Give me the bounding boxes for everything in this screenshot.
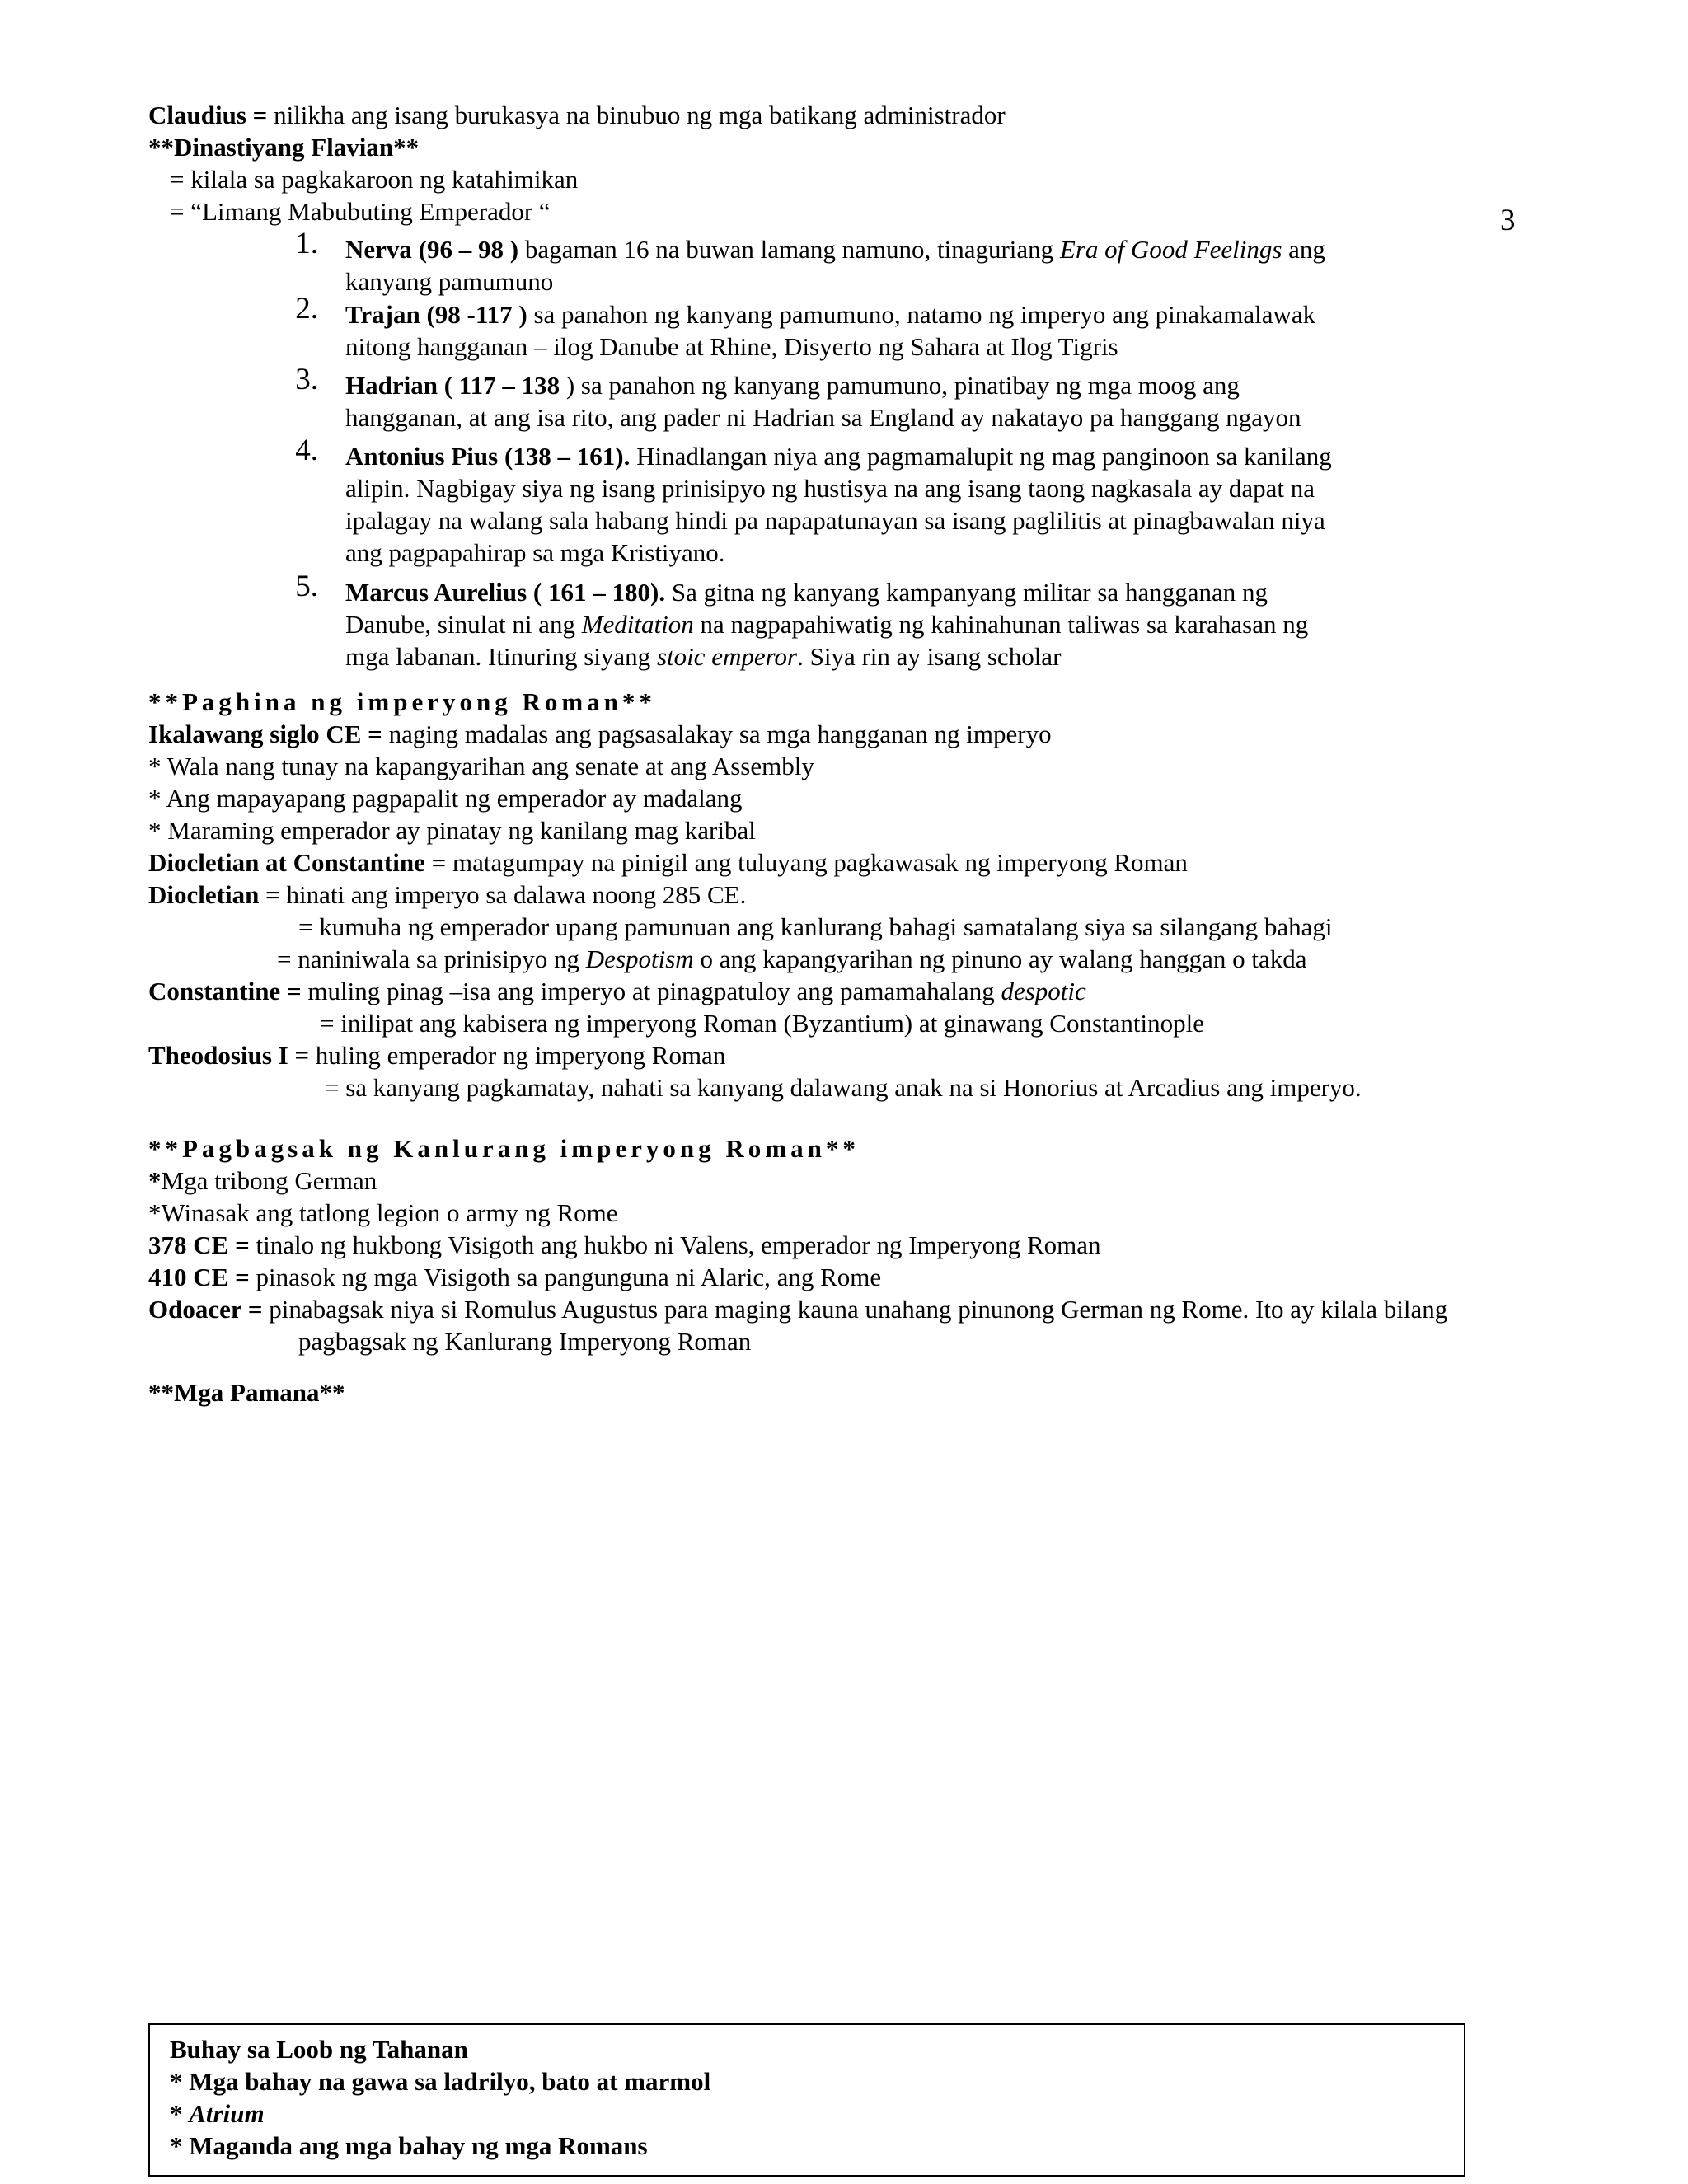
section-heading-paghina: **Paghina ng imperyong Roman** xyxy=(148,687,656,716)
list-item-antonius-cont: ang pagpapahirap sa mga Kristiyano. xyxy=(345,538,725,567)
bullet-item: * Maraming emperador ay pinatay ng kanilang mag karibal xyxy=(148,816,756,845)
list-number: 4. xyxy=(295,434,318,467)
constantine-line-2: = inilipat ang kabisera ng imperyong Roman (Byzantium) at ginawang Constantinople xyxy=(320,1009,1204,1038)
flavian-heading: **Dinastiyang Flavian** xyxy=(148,133,420,162)
list-item-nerva: Nerva (96 – 98 ) bagaman 16 na buwan lamang namuno, tinaguriang Era of Good Feelings ang xyxy=(345,235,1325,264)
section-heading-pagbagsak: **Pagbagsak ng Kanlurang imperyong Roman** xyxy=(148,1134,860,1163)
ikalawang-line: Ikalawang siglo CE = naging madalas ang pagsasalakay sa mga hangganan ng imperyo xyxy=(148,719,1052,748)
list-item-antonius: Antonius Pius (138 – 161). Hinadlangan niya ang pagmamalupit ng mag panginoon sa kanilang xyxy=(345,442,1332,471)
box-item: * Maganda ang mga bahay ng mga Romans xyxy=(170,2131,648,2160)
bullet-item: * Wala nang tunay na kapangyarihan ang senate at ang Assembly xyxy=(148,752,814,780)
list-number: 3. xyxy=(295,363,318,396)
flavian-line-2: = “Limang Mabubuting Emperador “ xyxy=(170,197,551,226)
constantine-line: Constantine = muling pinag –isa ang imperyo at pinagpatuloy ang pamamahalang despotic xyxy=(148,977,1086,1005)
diocletian-line-3: = naniniwala sa prinisipyo ng Despotism o ang kapangyarihan ng pinuno ay walang hanggan o takda xyxy=(277,944,1307,973)
list-item-marcus-cont: mga labanan. Itinuring siyang stoic emperor. Siya rin ay isang scholar xyxy=(345,642,1062,671)
ce378-line: 378 CE = tinalo ng hukbong Visigoth ang hukbo ni Valens, emperador ng Imperyong Roman xyxy=(148,1230,1101,1259)
bullet-item: * Ang mapayapang pagpapalit ng emperador ay madalang xyxy=(148,784,743,813)
odoacer-line-2: pagbagsak ng Kanlurang Imperyong Roman xyxy=(298,1327,752,1356)
list-item-marcus: Marcus Aurelius ( 161 – 180). Sa gitna ng kanyang kampanyang militar sa hangganan ng xyxy=(345,578,1268,607)
theodosius-line-2: = sa kanyang pagkamatay, nahati sa kanyang dalawang anak na si Honorius at Arcadius ang imperyo. xyxy=(325,1073,1362,1102)
list-item-marcus-cont: Danube, sinulat ni ang Meditation na nagpapahiwatig ng kahinahunan taliwas sa karahasan ng xyxy=(345,610,1309,639)
list-number: 5. xyxy=(295,569,318,603)
list-item-trajan-cont: nitong hangganan – ilog Danube at Rhine, Disyerto ng Sahara at Ilog Tigris xyxy=(345,332,1118,361)
list-number: 1. xyxy=(295,227,318,260)
box-item: * Atrium xyxy=(170,2099,265,2128)
info-box xyxy=(148,2023,1465,2177)
box-title: Buhay sa Loob ng Tahanan xyxy=(170,2035,468,2064)
list-item-antonius-cont: alipin. Nagbigay siya ng isang prinisipyo ng hustisya na ang isang taong nagkasala ay dapat na xyxy=(345,474,1315,503)
bullet-item: *Winasak ang tatlong legion o army ng Rome xyxy=(148,1198,618,1227)
claudius-line xyxy=(148,99,1006,131)
diocletian-line: Diocletian = hinati ang imperyo sa dalawa noong 285 CE. xyxy=(148,880,747,909)
odoacer-line: Odoacer = pinabagsak niya si Romulus Augustus para maging kauna unahang pinunong German ng Rome. Ito ay kilala bilang xyxy=(148,1295,1448,1324)
list-item-antonius-cont: ipalagay na walang sala habang hindi pa napapatunayan sa isang paglilitis at pinagbawalan niya xyxy=(345,506,1325,535)
list-item-trajan: Trajan (98 -117 ) sa panahon ng kanyang pamumuno, natamo ng imperyo ang pinakamalawak xyxy=(345,300,1316,329)
flavian-line-1: = kilala sa pagkakaroon ng katahimikan xyxy=(170,165,579,194)
ce410-line: 410 CE = pinasok ng mga Visigoth sa pangunguna ni Alaric, ang Rome xyxy=(148,1263,882,1291)
list-item-hadrian: Hadrian ( 117 – 138 ) sa panahon ng kanyang pamumuno, pinatibay ng mga moog ang xyxy=(345,371,1240,400)
box-item: * Mga bahay na gawa sa ladrilyo, bato at marmol xyxy=(170,2067,711,2096)
claudius-label: Claudius = xyxy=(148,101,268,129)
theodosius-line: Theodosius I = huling emperador ng imperyong Roman xyxy=(148,1041,726,1070)
section-heading-pamana: **Mga Pamana** xyxy=(148,1378,345,1407)
list-item-nerva-cont: kanyang pamumuno xyxy=(345,267,554,296)
claudius-text: nilikha ang isang burukasya na binubuo ng mga batikang administrador xyxy=(267,101,1006,129)
diocletian-line-2: = kumuha ng emperador upang pamunuan ang kanlurang bahagi samatalang siya sa silangang bahagi xyxy=(298,912,1333,941)
diocletian-constantine-line: Diocletian at Constantine = matagumpay na pinigil ang tuluyang pagkawasak ng imperyong Roman xyxy=(148,848,1188,877)
bullet-item: *Mga tribong German xyxy=(148,1166,377,1195)
list-item-hadrian-cont: hangganan, at ang isa rito, ang pader ni Hadrian sa England ay nakatayo pa hanggang ngayon xyxy=(345,403,1301,432)
list-number: 2. xyxy=(295,292,318,326)
page-number: 3 xyxy=(1500,204,1516,237)
